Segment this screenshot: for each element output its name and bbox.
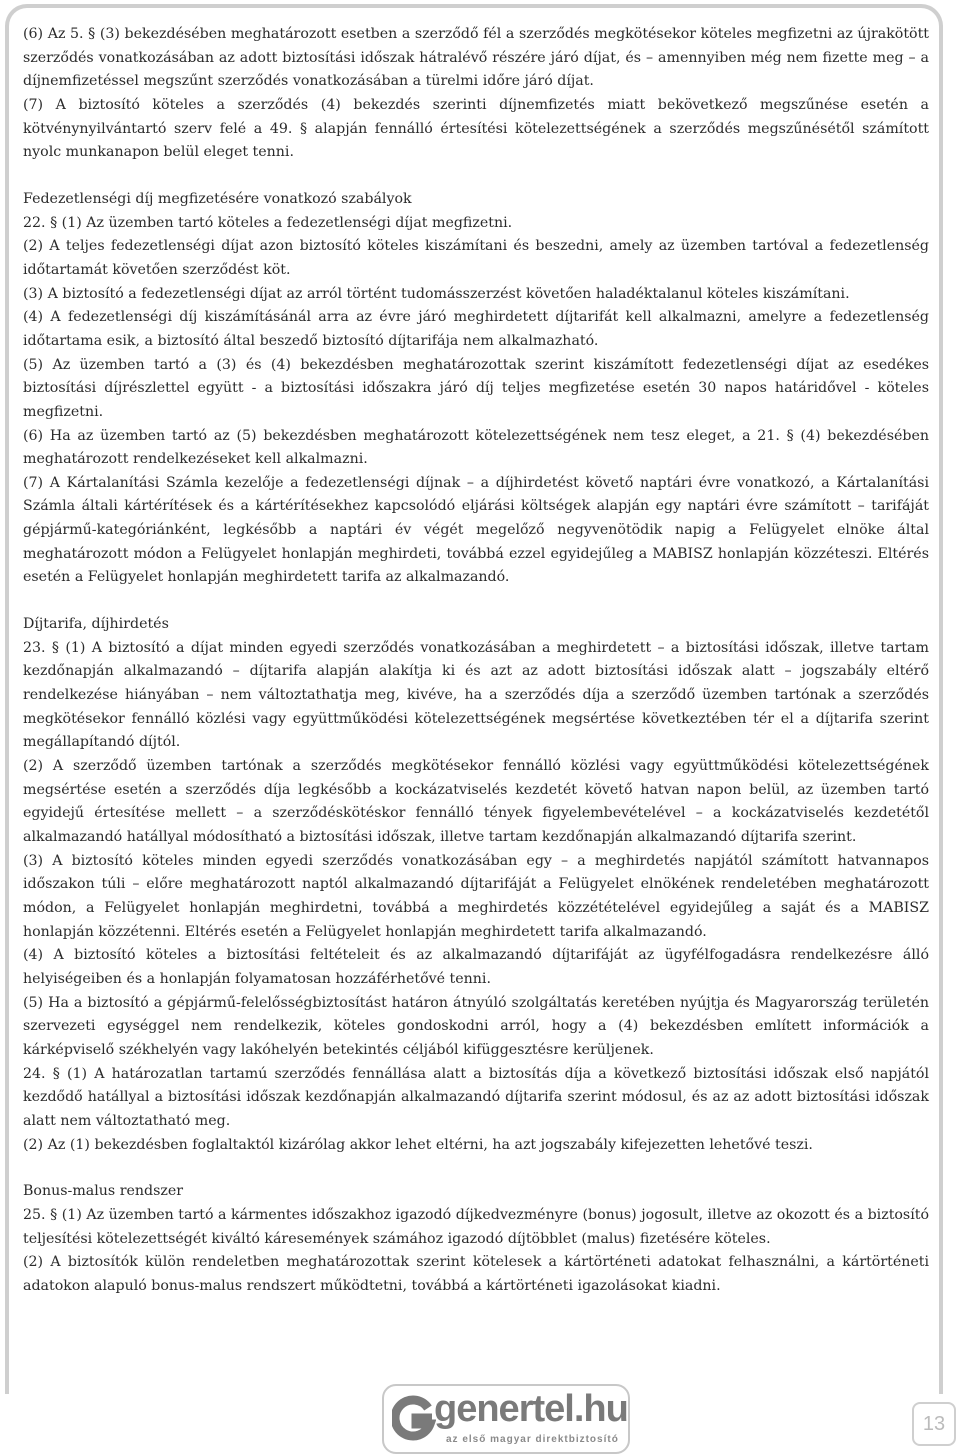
section-24-1: 24. § (1) A határozatlan tartamú szerződés fennállása alatt a biztosítás díja a következő biztosítási időszak első napjától kezdődő hatállyal a biztosítási időszak kezdőnapján alkalmazandó díjtarifa szerint módosul, és az az adott biztosítási időszak alatt nem változtatható meg.: [23, 1065, 929, 1129]
genertel-logo: [382, 1384, 630, 1454]
section-heading-fedezetlensegi: Fedezetlenségi díj megfizetésére vonatkozó szabályok: [23, 190, 412, 207]
section-24-2: (2) Az (1) bekezdésben foglaltaktól kizárólag akkor lehet eltérni, ha azt jogszabály kifejezetten lehetővé teszi.: [23, 1136, 813, 1153]
section-22-6: (6) Ha az üzemben tartó az (5) bekezdésben meghatározott kötelezettségének nem tesz eleget, a 21. § (4) bekezdésében meghatározott rendelkezéseket kell alkalmazni.: [23, 427, 929, 468]
spacer: [23, 165, 929, 188]
section-22-4: (4) A fedezetlenségi díj kiszámításánál arra az évre járó meghirdetett díjtarifát kell alkalmazni, amelyre a fedezetlenség időtartama esik, a biztosító által beszedő biztosító díjtarifája nem alkalmazható.: [23, 309, 929, 349]
paragraph-6: (6) Az 5. § (3) bekezdésében meghatározott esetben a szerződő fél a szerződés megkötésekor köteles megfizetni az újrakötött szerződés vonatkozásában az adott biztosítási időszak hátralévő részére járó díjat, és – amennyiben még nem fizette meg – a díjnemfizetéssel megszűnt szerződés vonatkozásában a türelmi időre járó díjat.: [23, 26, 929, 90]
document-body: [23, 23, 929, 1298]
section-22-3: (3) A biztosító a fedezetlenségi díjat az arról történt tudomásszerzést követően haladéktalanul köteles kiszámítani.: [23, 285, 850, 302]
logo-tagline: az első magyar direktbiztosító: [446, 1434, 619, 1445]
section-22-2: (2) A teljes fedezetlenségi díjat azon biztosító köteles kiszámítani és beszedni, amely az üzemben tartóval a fedezetlenség időtartamát követően szerződést köt.: [23, 238, 929, 278]
spacer: [23, 590, 929, 613]
section-22-5: (5) Az üzemben tartó a (3) és (4) bekezdésben meghatározottak szerint kiszámított fedezetlenségi díjat az esedékes biztosítási díjrészlettel együtt - a biztosítási időszakra járó díj teljes megfizetése esetén 30 napos határidővel - köteles megfizetni.: [23, 356, 929, 420]
section-23-4: (4) A biztosító köteles a biztosítási feltételeit és az alkalmazandó díjtarifáját az ügyfélfogadásra rendelkezésre álló helyiségeiben és a honlapján folyamatosan hozzáférhetővé tenni.: [23, 947, 929, 987]
spacer: [23, 1157, 929, 1180]
paragraph-7: (7) A biztosító köteles a szerződés (4) bekezdés szerinti díjnemfizetés miatt bekövetkező megszűnése esetén a kötvénynyilvántartó szerv felé a 49. § alapján fennálló értesítési kötelezettségének a szerződés megszűnésétől számított nyolc munkanapon belül eleget tenni.: [23, 96, 929, 161]
section-22-7: (7) A Kártalanítási Számla kezelője a fedezetlenségi díjnak – a díjhirdetést követő naptári évre vonatkozó, a Kártalanítási Számla általi kártérítések és a kártérítésekhez kapcsolódó eljárási költségek alapján egy naptári évre számított – tarifáját gépjármű-kategóriánként, legkésőbb a naptári év végét megelőző negyvenötödik napig a Felügyelet elnöke által meghatározott módon a Felügyelet honlapján meghirdeti, továbbá ezzel egyidejűleg a MABISZ honlapján közzéteszi. Eltérés esetén a Felügyelet honlapján meghirdetett tarifa az alkalmazandó.: [23, 474, 929, 586]
section-23-5: (5) Ha a biztosító a gépjármű-felelősségbiztosítást határon átnyúló szolgáltatás keretében nyújtja és Magyarország területén szervezeti egységgel nem rendelkezik, köteles gondoskodni arról, hogy a (4) bekezdésben említett információk a kárképviselő székhelyén vagy lakóhelyén betekintés céljából kifüggesztésre kerüljenek.: [23, 994, 929, 1058]
section-22-1: 22. § (1) Az üzemben tartó köteles a fedezetlenségi díjat megfizetni.: [23, 214, 513, 231]
genertel-g-icon: [392, 1394, 436, 1446]
section-23-3: (3) A biztosító köteles minden egyedi szerződés vonatkozásában egy – a meghirdetés napjától számított hatvannapos időszakon túli – előre meghatározott naptól alkalmazandó díjtarifáját a Felügyelet elnökének rendeletében meghatározott módon, a Felügyelet honlapján meghirdetni, továbbá a meghirdetés közzétételével egyidejűleg a saját és a MABISZ honlapján közzétenni. Eltérés esetén a Felügyelet honlapján meghirdetett tarifa alkalmazandó.: [23, 852, 929, 940]
section-25-2: (2) A biztosítók külön rendeletben meghatározottak szerint kötelesek a kártörténeti adatokat felhasználni, a kártörténeti adatokon alapuló bonus-malus rendszert működtetni, továbbá a kártörténeti igazolásokat kiadni.: [23, 1254, 929, 1294]
section-heading-bonus-malus: Bonus-malus rendszer: [23, 1183, 184, 1200]
page-number: 13: [912, 1402, 956, 1446]
logo-brand-text: genertel.hu: [434, 1388, 628, 1430]
section-heading-dijtarifa: Díjtarifa, díjhirdetés: [23, 616, 169, 633]
section-23-2: (2) A szerződő üzemben tartónak a szerződés megkötésekor fennálló közlési vagy együttműködési kötelezettségének megsértése esetén a szerződés díja legkésőbb a kockázatviselés kezdetét követő hatvan napon belül, az üzemben tartó egyidejű értesítése mellett – a szerződéskötéskor fennálló tények figyelembevételével – a kockázatviselés kezdetétől alkalmazandó hatállyal módosítható a biztosítási időszak, illetve tartam kezdőnapján alkalmazandó díjtarifa szerint.: [23, 758, 929, 845]
section-25-1: 25. § (1) Az üzemben tartó a kármentes időszakhoz igazodó díjkedvezményre (bonus) jogosult, illetve az okozott és a biztosító teljesítési kötelezettségét kiváltó káresemények számához igazodó díjtöbblet (malus) fizetésére köteles.: [23, 1206, 929, 1247]
section-23-1: 23. § (1) A biztosító a díjat minden egyedi szerződés vonatkozásában a meghirdetett – a biztosítási időszak, illetve tartam kezdőnapján alkalmazandó – díjtarifa alapján alakítja ki és azt az adott biztosítási időszak alatt – jogszabály eltérő rendelkezése hiányában – nem változtathatja meg, kivéve, ha a szerződés díja a szerződő üzemben tartónak a szerződés megkötésekor fennálló közlési vagy együttműködési kötelezettségének megsértése következtében tér el a díjtarifa szerint megállapítandó díjtól.: [23, 639, 929, 751]
